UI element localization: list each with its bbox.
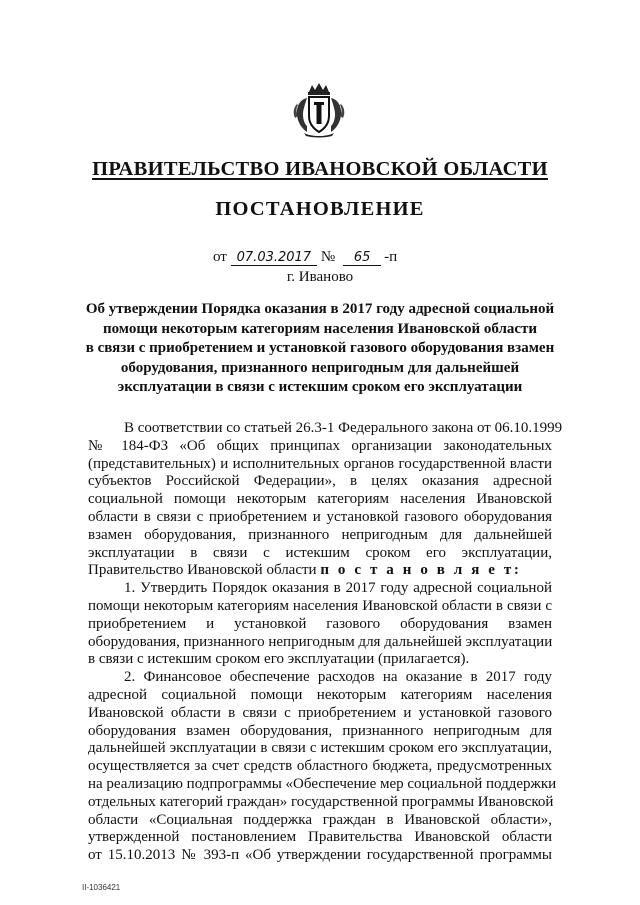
body-line: области в связи с приобретением и установкой газового оборудования [88, 508, 552, 525]
document-body [88, 420, 563, 865]
government-name: Правительство Ивановской области [88, 562, 317, 579]
body-line: оборудования, признанного непригодным для дальнейшей эксплуатации [88, 633, 553, 650]
body-line: 1. Утвердить Порядок оказания в 2017 году адресной социальной [124, 580, 552, 597]
body-line: № 184-ФЗ «Об общих принципах организации законодательных [88, 437, 552, 454]
body-line: в связи с истекшим сроком его эксплуатации (прилагается). [88, 651, 470, 668]
body-line: помощи некоторым категориям населения Ивановской области в связи с [88, 597, 552, 614]
footer-code: II-1036421 [82, 883, 121, 892]
body-line: утвержденной постановлением Правительства Ивановской области [88, 829, 552, 846]
subject-line: эксплуатации в связи с истекшим сроком его эксплуатации [117, 379, 523, 395]
subject-line: помощи некоторым категориям населения Ивановской области [102, 320, 538, 337]
body-line: области «Социальная поддержка граждан в Ивановской области», [88, 811, 552, 828]
body-line: субъектов Российской Федерации», в целях оказания адресной [88, 473, 552, 490]
subject-line: Об утверждении Порядка оказания в 2017 году адресной социальной [85, 301, 555, 317]
body-line: Ивановской области в связи с приобретением и установкой газового [88, 704, 552, 721]
body-line: от 15.10.2013 № 393-п «Об утверждении государственной программы [88, 847, 552, 864]
resolves-word: п о с т а н о в л я е т: [320, 562, 522, 579]
body-line: В соответствии со статьей 26.3-1 Федерального закона от 06.10.1999 [124, 420, 563, 436]
body-line: взамен оборудования, признанного непригодным для дальнейшей [88, 526, 552, 543]
body-line: 2. Финансовое обеспечение расходов на оказание в 2017 году [124, 669, 552, 686]
from-label: от [213, 249, 227, 265]
number-suffix: -п [384, 249, 398, 265]
document-number: 65 [343, 250, 381, 266]
number-label: № [320, 249, 336, 265]
body-line: эксплуатации в связи с истекшим сроком его эксплуатации, [88, 544, 552, 561]
subject-line: в связи с приобретением и установкой газового оборудования взамен [85, 340, 555, 356]
body-line: отдельных категорий граждан» государственной программы Ивановской [88, 793, 554, 810]
city: г. Иваново [286, 269, 354, 285]
government-title: ПРАВИТЕЛЬСТВО ИВАНОВСКОЙ ОБЛАСТИ [92, 158, 548, 180]
body-line: социальной помощи некоторым категориям населения Ивановской [88, 491, 552, 508]
body-line: (представительных) и исполнительных органов государственной власти [88, 455, 552, 472]
body-line: оборудования взамен оборудования, признанного непригодным для [88, 722, 552, 739]
body-line: приобретением и установкой газового оборудования взамен [88, 615, 552, 632]
document-date: 07.03.2017 [231, 250, 317, 266]
subject-line: оборудования, признанного непригодным для дальнейшей [120, 359, 520, 376]
body-line [88, 562, 552, 580]
document-subject [70, 300, 570, 398]
document-type: ПОСТАНОВЛЕНИЕ [215, 198, 425, 220]
body-line: осуществляется за счет средств областного бюджета, предусмотренных [88, 758, 552, 775]
registration-line [213, 249, 397, 266]
body-line: адресной социальной помощи некоторым категориям населения [88, 686, 552, 703]
body-line: дальнейшей эксплуатации в связи с истекшим сроком его эксплуатации, [88, 740, 552, 757]
body-line: на реализацию подпрограммы «Обеспечение мер социальной поддержки [88, 775, 557, 792]
coat-of-arms-icon [292, 82, 346, 138]
